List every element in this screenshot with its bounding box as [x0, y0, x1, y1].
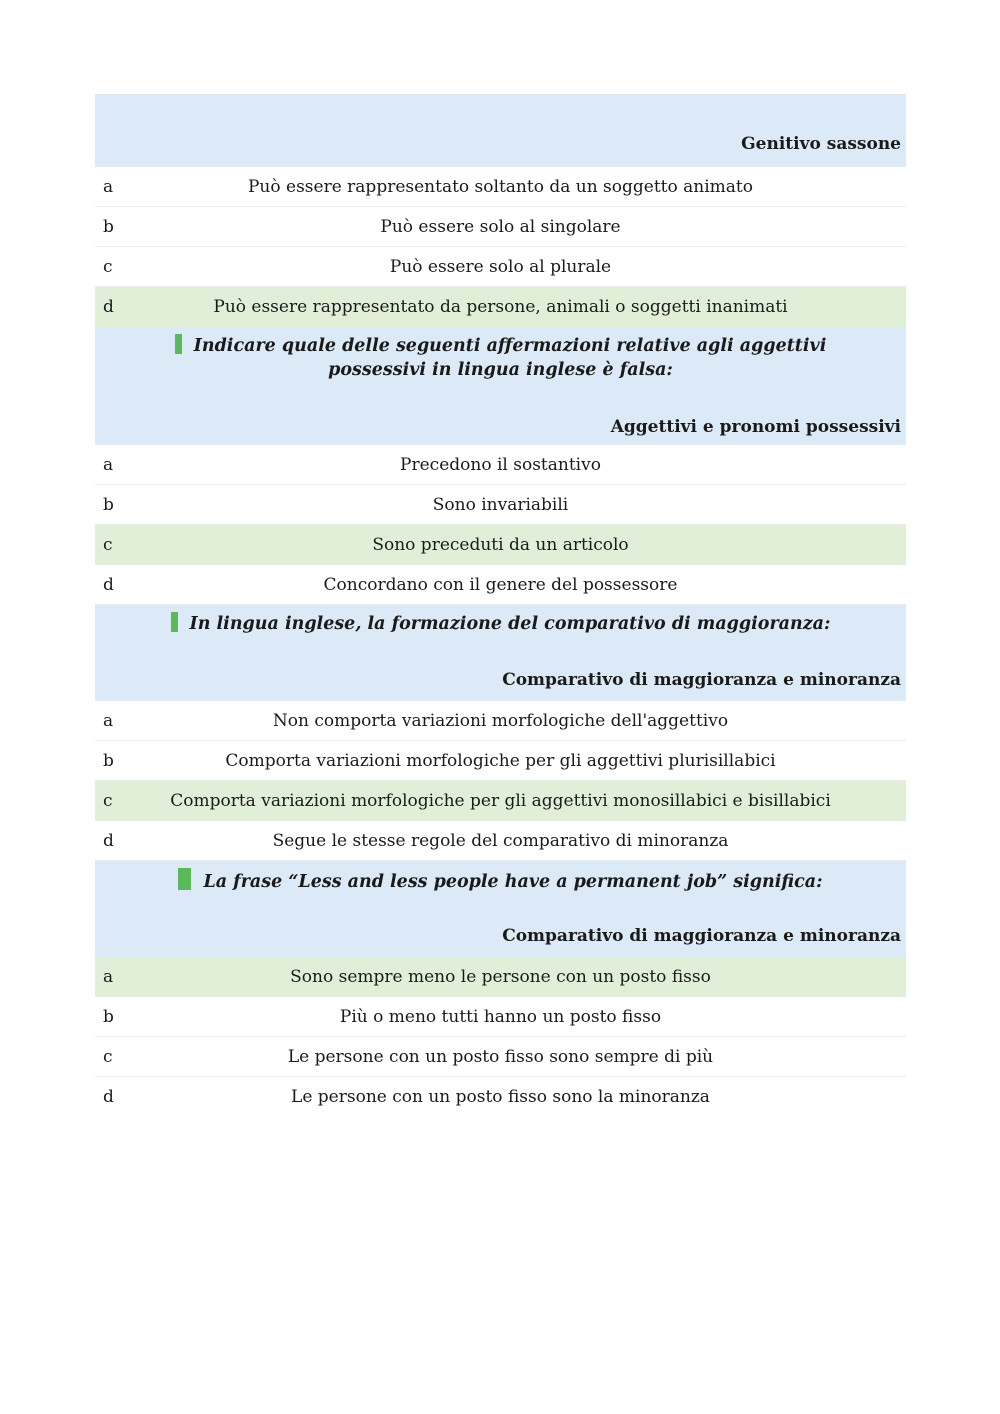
answer-option[interactable] [95, 821, 906, 861]
option-text: Può essere solo al singolare [380, 216, 621, 237]
answer-option-correct[interactable] [95, 287, 906, 327]
option-text: Sono sempre meno le persone con un posto fisso [290, 966, 711, 987]
question-header [95, 861, 906, 957]
option-letter: c [103, 534, 113, 555]
option-text: Può essere solo al plurale [389, 256, 612, 277]
option-letter: b [103, 494, 114, 515]
topic-label: Comparativo di maggioranza e minoranza [502, 926, 901, 946]
option-text: Può essere rappresentato soltanto da un soggetto animato [247, 176, 753, 197]
question-text-block [95, 612, 906, 636]
answer-option-correct[interactable] [95, 525, 906, 565]
option-letter: c [103, 1046, 113, 1067]
option-letter: b [103, 750, 114, 771]
option-letter: d [103, 1087, 114, 1107]
question-number-marker [171, 612, 178, 632]
answer-option-correct[interactable] [95, 957, 906, 997]
question-text: Indicare quale delle seguenti affermazioni relative agli aggettivi possessivi in lingua inglese è falsa: [193, 336, 827, 380]
option-letter: a [103, 176, 114, 197]
answer-option[interactable] [95, 167, 906, 207]
option-letter: a [103, 710, 114, 731]
option-letter: a [103, 966, 114, 987]
answer-option[interactable] [95, 565, 906, 605]
option-text: Concordano con il genere del possessore [323, 574, 678, 595]
question-text: In lingua inglese, la formazione del comparativo di maggioranza: [189, 614, 831, 634]
option-text: Sono preceduti da un articolo [372, 534, 629, 555]
question-number-marker [175, 334, 182, 354]
option-text: Comporta variazioni morfologiche per gli aggettivi plurisillabici [225, 750, 776, 771]
answer-option[interactable] [95, 445, 906, 485]
answer-option[interactable] [95, 1077, 906, 1117]
option-letter: b [103, 216, 114, 237]
answer-option-correct[interactable] [95, 781, 906, 821]
option-text: Sono invariabili [432, 494, 569, 515]
answer-option[interactable] [95, 997, 906, 1037]
answer-option[interactable] [95, 1037, 906, 1077]
option-letter: d [103, 830, 114, 851]
question-number-marker [178, 868, 191, 890]
option-text: Segue le stesse regole del comparativo di minoranza [272, 830, 729, 851]
question-text-block [95, 334, 906, 382]
topic-label: Genitivo sassone [741, 134, 901, 154]
answer-option[interactable] [95, 741, 906, 781]
answer-option[interactable] [95, 701, 906, 741]
question-header [95, 327, 906, 445]
option-letter: a [103, 454, 114, 475]
option-text: Le persone con un posto fisso sono sempre di più [287, 1046, 714, 1067]
quiz-sheet [95, 94, 906, 1117]
option-text: Più o meno tutti hanno un posto fisso [339, 1006, 662, 1027]
topic-label: Aggettivi e pronomi possessivi [610, 417, 901, 437]
option-letter: c [103, 256, 113, 277]
option-letter: c [103, 790, 113, 811]
answer-option[interactable] [95, 247, 906, 287]
question-header [95, 605, 906, 701]
question-text-block [95, 868, 906, 894]
option-text: Precedono il sostantivo [400, 454, 601, 475]
option-letter: b [103, 1006, 114, 1027]
answer-option[interactable] [95, 207, 906, 247]
option-text: Comporta variazioni morfologiche per gli aggettivi monosillabici e bisillabici [170, 790, 831, 811]
option-text: Non comporta variazioni morfologiche dell'aggettivo [272, 710, 729, 731]
option-letter: d [103, 296, 114, 317]
topic-label: Comparativo di maggioranza e minoranza [502, 670, 901, 690]
option-text: Può essere rappresentato da persone, animali o soggetti inanimati [213, 296, 788, 317]
option-letter: d [103, 574, 114, 595]
answer-option[interactable] [95, 485, 906, 525]
question-header [95, 94, 906, 167]
question-text: La frase “Less and less people have a permanent job” significa: [203, 872, 823, 892]
option-text: Le persone con un posto fisso sono la minoranza [291, 1087, 710, 1107]
